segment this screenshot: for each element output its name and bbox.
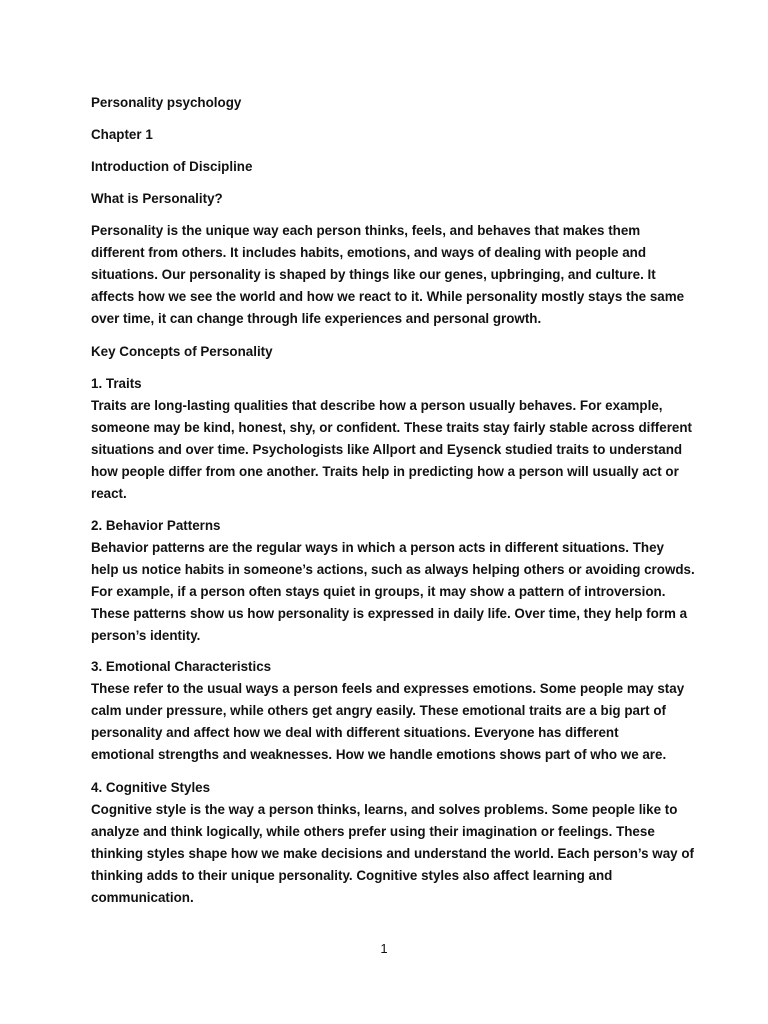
section-behavior-patterns	[91, 515, 695, 647]
key-concepts-heading: Key Concepts of Personality	[91, 344, 273, 359]
section-line: communication.	[91, 890, 194, 905]
section-line: analyze and think logically, while others prefer using their imagination or feelings. These	[91, 824, 655, 839]
section-line: For example, if a person often stays quiet in groups, it may show a pattern of introversion.	[91, 584, 666, 599]
section-line: These refer to the usual ways a person feels and expresses emotions. Some people may stay	[91, 681, 685, 696]
intro-line: over time, it can change through life experiences and personal growth.	[91, 311, 542, 326]
section-line: personality and affect how we deal with different situations. Everyone has different	[91, 725, 619, 740]
section-line: person’s identity.	[91, 628, 201, 643]
section-line: situations and over time. Psychologists like Allport and Eysenck studied traits to understand	[91, 442, 683, 457]
section-heading: 3. Emotional Characteristics	[91, 659, 272, 674]
section-heading: 4. Cognitive Styles	[91, 780, 211, 795]
chapter-label: Chapter 1	[91, 127, 153, 142]
section-cognitive-styles	[91, 777, 694, 909]
section-line: react.	[91, 486, 127, 501]
section-line: help us notice habits in someone’s actions, such as always helping others or avoiding crowds.	[91, 562, 695, 577]
section-line: Cognitive style is the way a person thinks, learns, and solves problems. Some people like to	[91, 802, 678, 817]
section-line: emotional strengths and weaknesses. How we handle emotions shows part of who we are.	[91, 747, 667, 762]
intro-line: affects how we see the world and how we react to it. While personality mostly stays the same	[91, 289, 685, 304]
section-emotional-characteristics	[91, 656, 691, 766]
section-line: Traits are long-lasting qualities that describe how a person usually behaves. For example,	[91, 398, 663, 413]
section-line: Behavior patterns are the regular ways in which a person acts in different situations. They	[91, 540, 664, 555]
intro-line: Personality is the unique way each person thinks, feels, and behaves that makes them	[91, 223, 641, 238]
section-line: thinking adds to their unique personality. Cognitive styles also affect learning and	[91, 868, 613, 883]
section-line: someone may be kind, honest, shy, or confident. These traits stay fairly stable across different	[91, 420, 693, 435]
intro-line: situations. Our personality is shaped by things like our genes, upbringing, and culture. It	[91, 267, 656, 282]
section-line: These patterns show us how personality is expressed in daily life. Over time, they help form a	[91, 606, 688, 621]
document-title: Personality psychology	[91, 95, 242, 110]
section-question: What is Personality?	[91, 191, 223, 206]
section-line: thinking styles shape how we make decisions and understand the world. Each person’s way of	[91, 846, 694, 861]
section-heading: 2. Behavior Patterns	[91, 518, 221, 533]
section-traits	[91, 373, 691, 505]
section-line: calm under pressure, while others get angry easily. These emotional traits are a big part of	[91, 703, 666, 718]
section-heading: 1. Traits	[91, 376, 142, 391]
page-number: 1	[380, 941, 388, 956]
intro-paragraph	[91, 220, 691, 330]
chapter-title: Introduction of Discipline	[91, 159, 253, 174]
intro-line: different from others. It includes habits, emotions, and ways of dealing with people and	[91, 245, 647, 260]
section-line: how people differ from one another. Traits help in predicting how a person will usually act or	[91, 464, 679, 479]
